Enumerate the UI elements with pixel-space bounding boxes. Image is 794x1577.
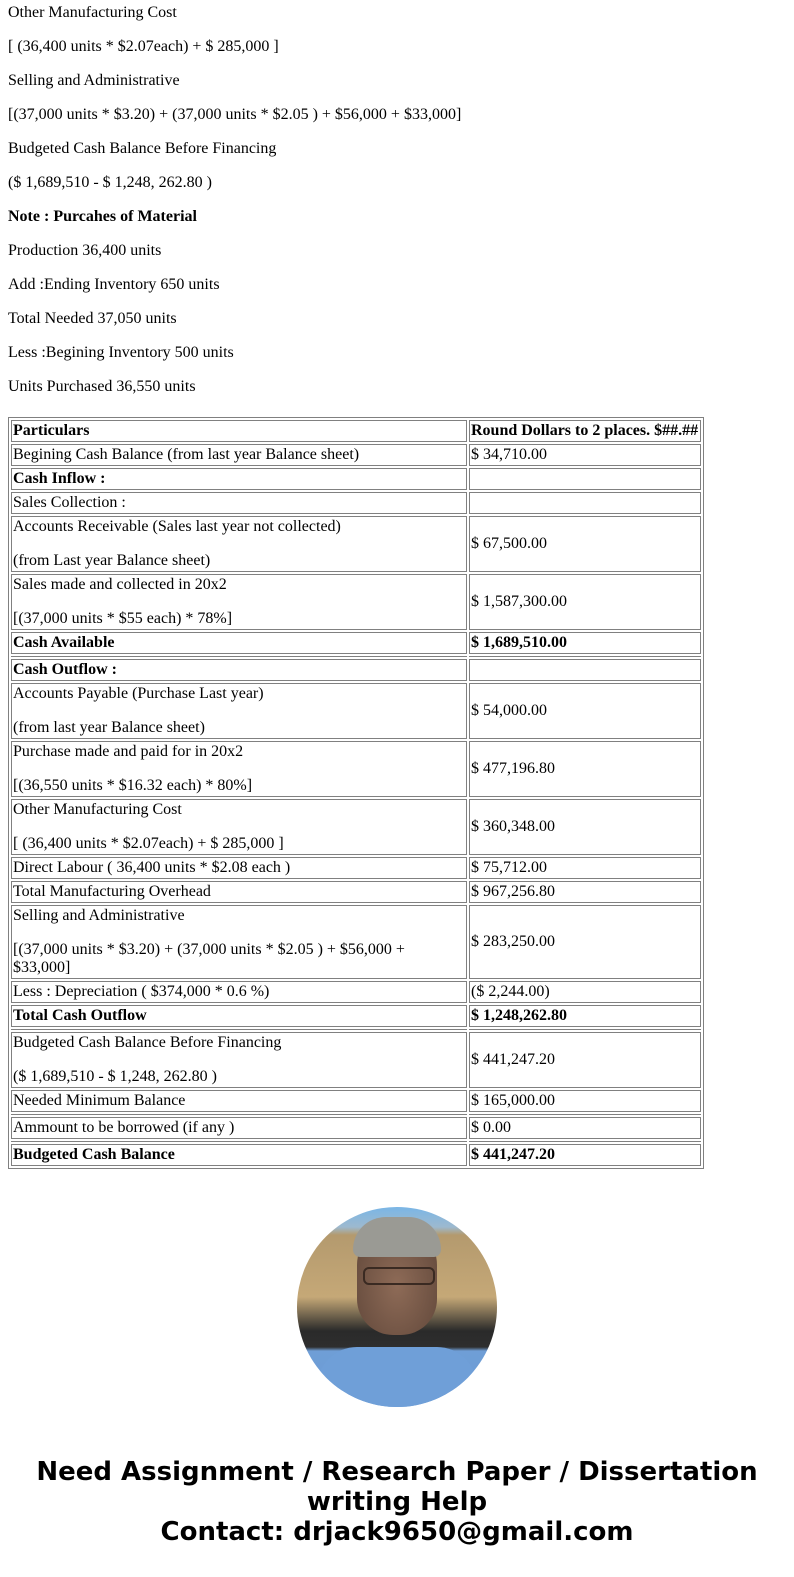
amount-cell: $ 283,250.00 <box>469 905 701 979</box>
table-row <box>11 1117 701 1139</box>
header-amount: Round Dollars to 2 places. $##.## <box>469 420 701 442</box>
amount-cell: $ 1,587,300.00 <box>469 574 701 630</box>
particular-cell <box>11 683 467 739</box>
table-row <box>11 516 701 572</box>
avatar-hair <box>353 1217 441 1257</box>
table-row <box>11 1032 701 1088</box>
particular-cell <box>11 632 467 654</box>
amount-cell: ($ 2,244.00) <box>469 981 701 1003</box>
table-header-row <box>11 420 701 442</box>
avatar-shirt <box>317 1347 477 1407</box>
particular-cell <box>11 444 467 466</box>
separator-cell <box>469 1141 701 1142</box>
particular-label: Accounts Payable (Purchase Last year) <box>13 685 264 702</box>
particular-cell <box>11 799 467 855</box>
particular-formula: ($ 1,689,510 - $ 1,248, 262.80 ) <box>13 1068 217 1085</box>
amount-cell: $ 441,247.20 <box>469 1144 701 1166</box>
footer-line-1: Need Assignment / Research Paper / Dissertation <box>36 1457 758 1487</box>
table-row <box>11 492 701 514</box>
header-particulars: Particulars <box>11 420 467 442</box>
intro-line: Less :Begining Inventory 500 units <box>8 344 234 361</box>
table-row <box>11 468 701 490</box>
row-separator <box>11 1141 701 1142</box>
particular-label: Sales Collection : <box>13 494 126 511</box>
separator-cell <box>11 656 467 657</box>
particular-cell <box>11 516 467 572</box>
particular-cell <box>11 1032 467 1088</box>
table-row <box>11 1144 701 1166</box>
author-photo-wrap <box>8 1207 786 1407</box>
intro-line: Selling and Administrative <box>8 72 180 89</box>
contact-footer <box>8 1457 786 1577</box>
particular-cell <box>11 1144 467 1166</box>
intro-line: ($ 1,689,510 - $ 1,248, 262.80 ) <box>8 174 212 191</box>
separator-cell <box>469 1114 701 1115</box>
table-row <box>11 857 701 879</box>
particular-label: Ammount to be borrowed (if any ) <box>13 1119 235 1136</box>
amount-cell: $ 0.00 <box>469 1117 701 1139</box>
particular-cell <box>11 905 467 979</box>
intro-line: [(37,000 units * $3.20) + (37,000 units * $2.05 ) + $56,000 + $33,000] <box>8 106 462 123</box>
amount-cell: $ 477,196.80 <box>469 741 701 797</box>
particular-label: Cash Outflow : <box>13 661 118 678</box>
particular-label: Accounts Receivable (Sales last year not collected) <box>13 518 341 535</box>
row-separator <box>11 1114 701 1115</box>
separator-cell <box>11 1141 467 1142</box>
particular-label: Other Manufacturing Cost <box>13 801 182 818</box>
particular-label: Sales made and collected in 20x2 <box>13 576 227 593</box>
amount-cell <box>469 468 701 490</box>
particular-cell <box>11 741 467 797</box>
particular-cell <box>11 659 467 681</box>
particular-cell <box>11 857 467 879</box>
intro-line: Other Manufacturing Cost <box>8 4 177 21</box>
particular-cell <box>11 981 467 1003</box>
table-row <box>11 1090 701 1112</box>
particular-cell <box>11 1005 467 1027</box>
amount-cell: $ 441,247.20 <box>469 1032 701 1088</box>
amount-cell: $ 1,689,510.00 <box>469 632 701 654</box>
particular-label: Needed Minimum Balance <box>13 1092 186 1109</box>
particular-label: Budgeted Cash Balance <box>13 1146 175 1163</box>
particular-cell <box>11 881 467 903</box>
particular-label: Cash Inflow : <box>13 470 106 487</box>
table-row <box>11 574 701 630</box>
particular-formula: [(37,000 units * $55 each) * 78%] <box>13 610 233 627</box>
amount-cell <box>469 659 701 681</box>
author-avatar <box>297 1207 497 1407</box>
table-row <box>11 799 701 855</box>
note-heading: Note : Purcahes of Material <box>8 208 197 225</box>
footer-contact: Contact: drjack9650@gmail.com <box>160 1517 634 1547</box>
table-row <box>11 1005 701 1027</box>
particular-formula: (from Last year Balance sheet) <box>13 552 211 569</box>
particular-cell <box>11 1117 467 1139</box>
particular-label: Total Manufacturing Overhead <box>13 883 211 900</box>
amount-cell <box>469 492 701 514</box>
intro-notes <box>8 0 786 408</box>
table-row <box>11 659 701 681</box>
particular-formula: [ (36,400 units * $2.07each) + $ 285,000 ] <box>13 835 284 852</box>
amount-cell: $ 360,348.00 <box>469 799 701 855</box>
intro-line: Total Needed 37,050 units <box>8 310 177 327</box>
particular-cell <box>11 468 467 490</box>
particular-cell <box>11 574 467 630</box>
particular-formula: (from last year Balance sheet) <box>13 719 205 736</box>
footer-line-2: writing Help <box>306 1487 488 1517</box>
particular-label: Direct Labour ( 36,400 units * $2.08 each ) <box>13 859 291 876</box>
table-row <box>11 444 701 466</box>
table-row <box>11 683 701 739</box>
particular-formula: [(36,550 units * $16.32 each) * 80%] <box>13 777 253 794</box>
table-row <box>11 981 701 1003</box>
particular-label: Cash Available <box>13 634 115 651</box>
separator-cell <box>11 1114 467 1115</box>
particular-cell <box>11 492 467 514</box>
amount-cell: $ 54,000.00 <box>469 683 701 739</box>
cash-budget-table <box>8 417 704 1169</box>
amount-cell: $ 165,000.00 <box>469 1090 701 1112</box>
particular-label: Budgeted Cash Balance Before Financing <box>13 1034 282 1051</box>
separator-cell <box>469 656 701 657</box>
amount-cell: $ 75,712.00 <box>469 857 701 879</box>
intro-line: [ (36,400 units * $2.07each) + $ 285,000 ] <box>8 38 279 55</box>
table-row <box>11 741 701 797</box>
particular-cell <box>11 1090 467 1112</box>
particular-label: Total Cash Outflow <box>13 1007 147 1024</box>
intro-line: Add :Ending Inventory 650 units <box>8 276 220 293</box>
particular-label: Less : Depreciation ( $374,000 * 0.6 %) <box>13 983 270 1000</box>
particular-label: Begining Cash Balance (from last year Balance sheet) <box>13 446 360 463</box>
amount-cell: $ 967,256.80 <box>469 881 701 903</box>
intro-line: Budgeted Cash Balance Before Financing <box>8 140 277 157</box>
avatar-glasses <box>363 1267 435 1285</box>
table-row <box>11 881 701 903</box>
row-separator <box>11 656 701 657</box>
row-separator <box>11 1029 701 1030</box>
table-row <box>11 632 701 654</box>
particular-label: Purchase made and paid for in 20x2 <box>13 743 244 760</box>
particular-label: Selling and Administrative <box>13 907 185 924</box>
amount-cell: $ 34,710.00 <box>469 444 701 466</box>
separator-cell <box>469 1029 701 1030</box>
intro-line: Production 36,400 units <box>8 242 162 259</box>
amount-cell: $ 67,500.00 <box>469 516 701 572</box>
amount-cell: $ 1,248,262.80 <box>469 1005 701 1027</box>
separator-cell <box>11 1029 467 1030</box>
table-row <box>11 905 701 979</box>
intro-line: Units Purchased 36,550 units <box>8 378 196 395</box>
particular-formula: [(37,000 units * $3.20) + (37,000 units * $2.05 ) + $56,000 + $33,000] <box>13 941 405 976</box>
